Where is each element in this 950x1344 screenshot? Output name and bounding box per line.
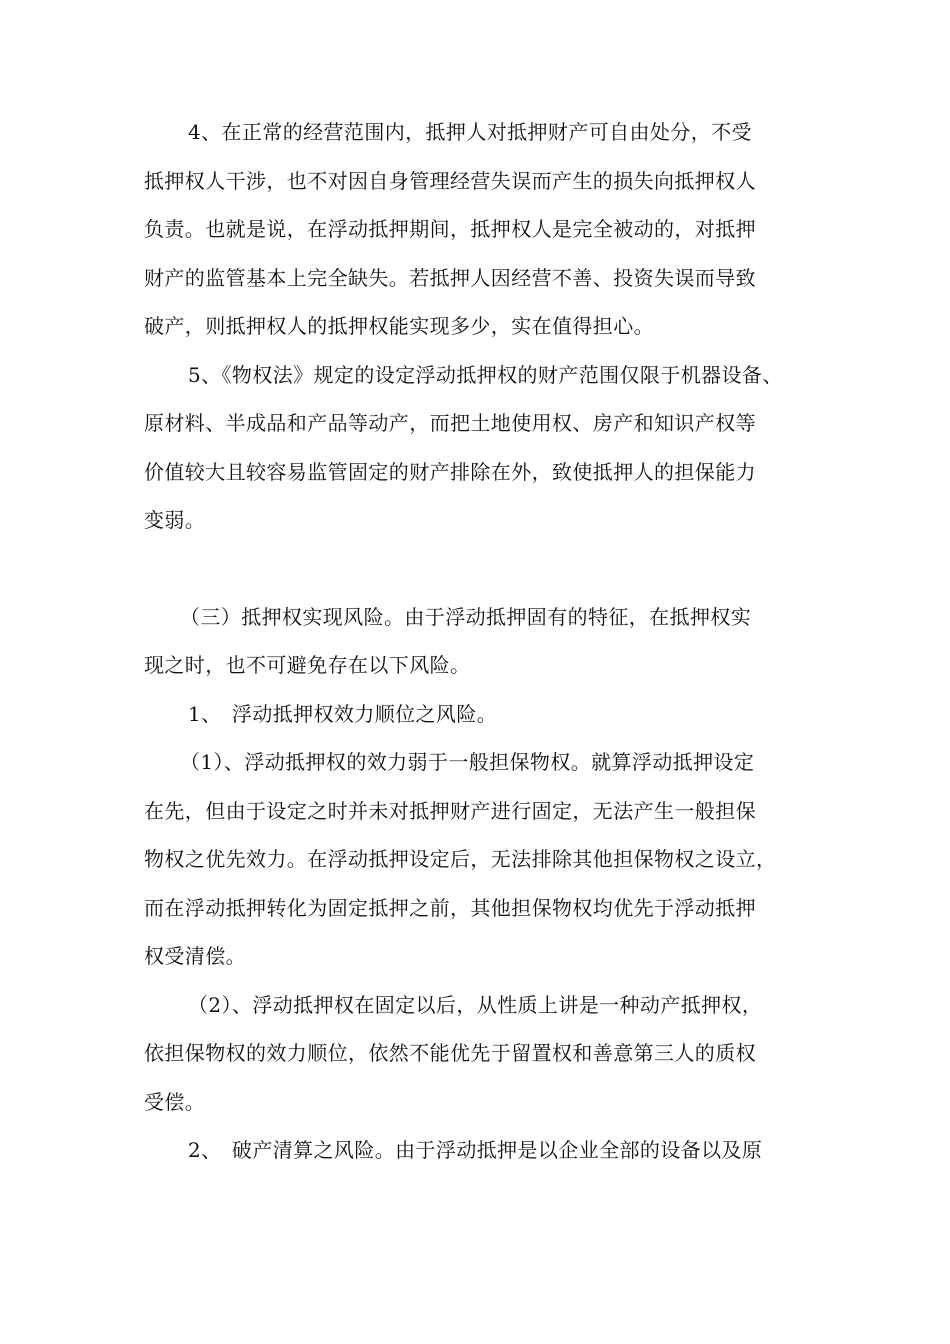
paragraph-item-1-2	[144, 981, 808, 1127]
text-line: 5、《物权法》规定的设定浮动抵押权的财产范围仅限于机器设备、	[188, 362, 783, 387]
text-line: 抵押权人干涉，也不对因自身管理经营失误而产生的损失向抵押权人	[144, 168, 756, 193]
text-line: 变弱。	[144, 508, 206, 532]
paragraph-item-4	[144, 108, 808, 351]
paragraph-item-5	[144, 351, 808, 545]
text-line: 现之时，也不可避免存在以下风险。	[144, 653, 471, 677]
text-line: 价值较大且较容易监管固定的财产排除在外，致使抵押人的担保能力	[144, 459, 756, 484]
text-line: 受偿。	[144, 1089, 206, 1114]
text-line: 4、在正常的经营范围内，抵押人对抵押财产可自由处分，不受	[188, 120, 752, 144]
subheading-item-1	[144, 690, 808, 739]
section-heading-risk	[144, 593, 808, 690]
subheading-item-2	[144, 1126, 808, 1175]
text-line: （1）、浮动抵押权的效力弱于一般担保物权。就算浮动抵押设定	[180, 750, 755, 774]
text-line: 负责。也就是说，在浮动抵押期间，抵押权人是完全被动的，对抵押	[144, 217, 756, 241]
text-line: 财产的监管基本上完全缺失。若抵押人因经营不善、投资失误而导致	[144, 265, 756, 290]
text-line: （2）、浮动抵押权在固定以后，从性质上讲是一种动产抵押权，	[188, 992, 763, 1017]
text-line: 1、 浮动抵押权效力顺位之风险。	[188, 701, 498, 726]
text-line: 物权之优先效力。在浮动抵押设定后，无法排除其他担保物权之设立，	[144, 847, 777, 871]
text-line: 破产，则抵押权人的抵押权能实现多少，实在值得担心。	[144, 314, 654, 338]
text-line: 而在浮动抵押转化为固定抵押之前，其他担保物权均优先于浮动抵押	[144, 895, 756, 920]
text-line: 依担保物权的效力顺位，依然不能优先于留置权和善意第三人的质权	[144, 1041, 756, 1065]
paragraph-gap	[144, 545, 808, 593]
text-line: 权受清偿。	[144, 944, 246, 968]
paragraph-item-1-1	[144, 738, 808, 981]
text-line: 原材料、半成品和产品等动产，而把土地使用权、房产和知识产权等	[144, 411, 756, 435]
text-line: （三）抵押权实现风险。由于浮动抵押固有的特征，在抵押权实	[180, 604, 752, 629]
text-line: 在先，但由于设定之时并未对抵押财产进行固定，无法产生一般担保	[144, 798, 756, 823]
text-line: 2、 破产清算之风险。由于浮动抵押是以企业全部的设备以及原	[188, 1138, 763, 1162]
